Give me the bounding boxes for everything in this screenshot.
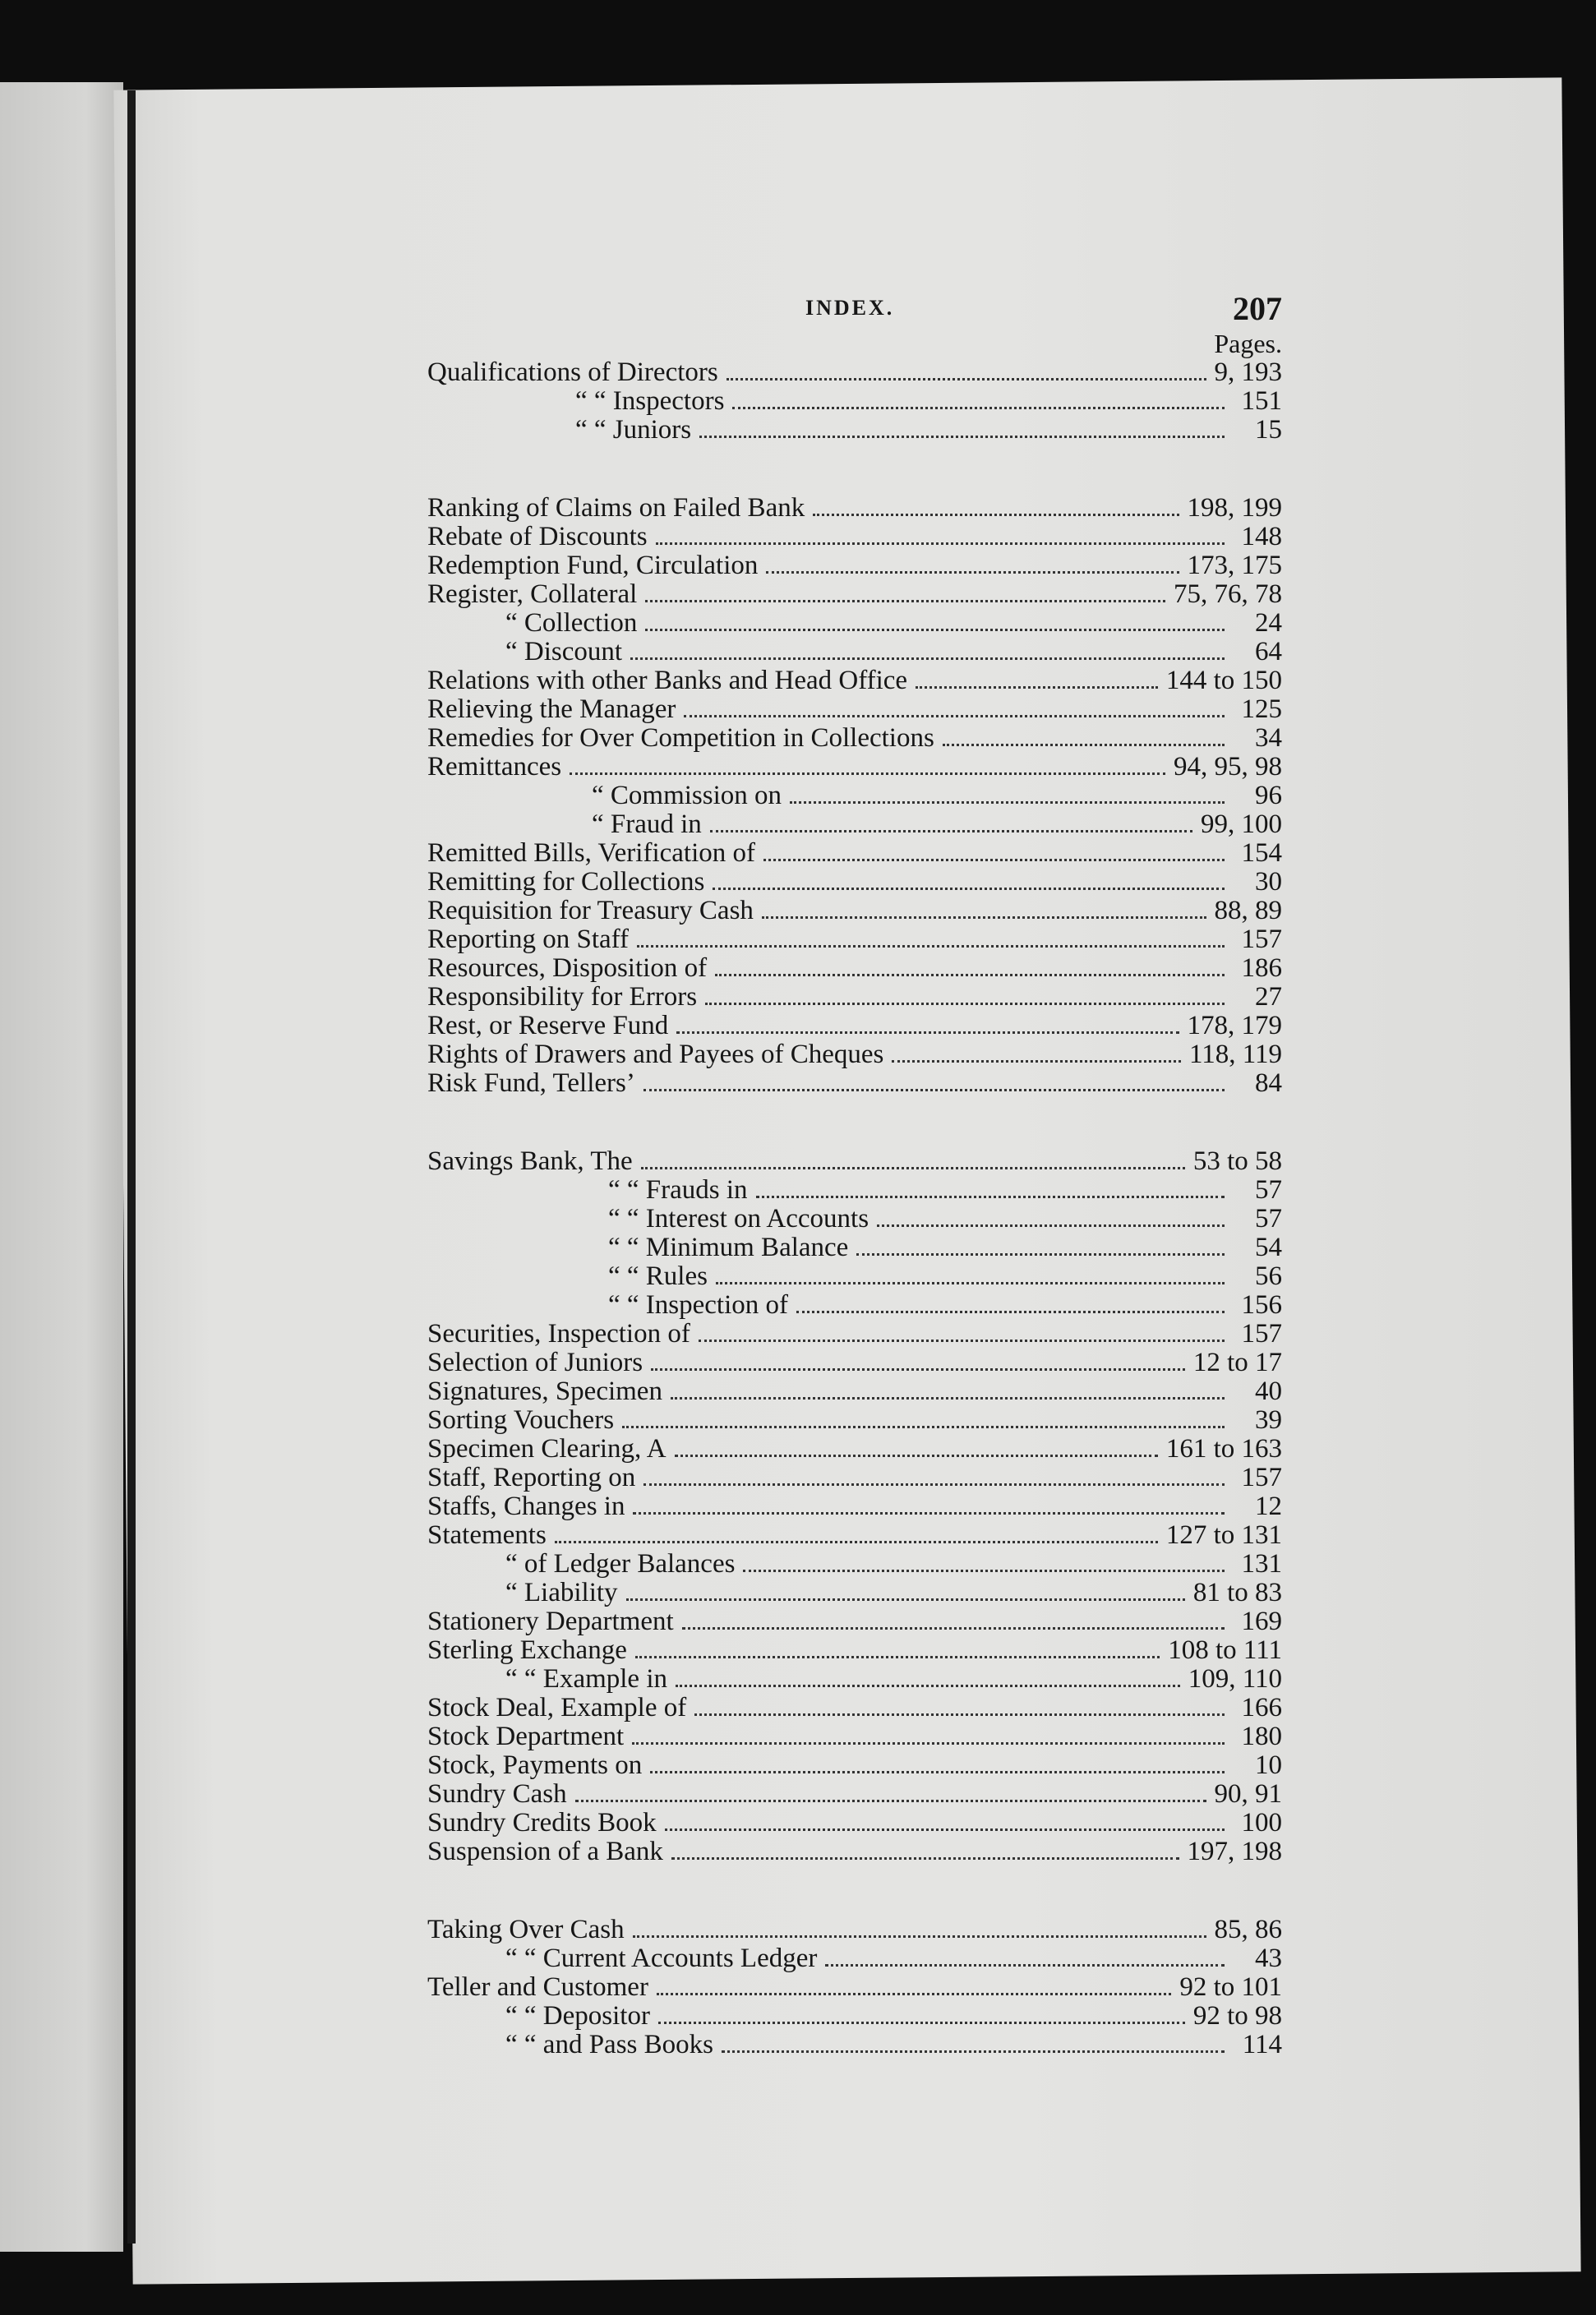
leader-dots: [856, 1253, 1225, 1256]
index-entry-label: “ “ Interest on Accounts: [608, 1204, 869, 1234]
index-entry-pages: 12 to 17: [1192, 1348, 1282, 1377]
index-entry: [427, 1234, 1282, 1262]
index-entry: [427, 1320, 1282, 1349]
index-entry-pages: 100: [1241, 1808, 1282, 1838]
leader-dots: [722, 2050, 1225, 2053]
section-gap: [427, 1098, 1282, 1147]
leader-dots: [694, 1713, 1225, 1716]
index-entry: [427, 983, 1282, 1012]
leader-dots: [665, 1828, 1225, 1831]
index-entry-pages: 157: [1241, 1319, 1282, 1349]
index-entry-pages: 84: [1255, 1068, 1282, 1098]
leader-dots: [575, 1800, 1206, 1802]
index-entry-pages: 198, 199: [1187, 493, 1282, 523]
index-entry: [427, 1665, 1282, 1694]
index-entry-label: Risk Fund, Tellers’: [427, 1068, 635, 1098]
leader-dots: [699, 1340, 1225, 1342]
index-entry-pages: 27: [1255, 982, 1282, 1012]
leader-dots: [756, 1196, 1225, 1198]
index-entry-label: Taking Over Cash: [427, 1915, 625, 1944]
index-entry-pages: 166: [1241, 1693, 1282, 1722]
leader-dots: [675, 1455, 1158, 1457]
page-gutter: [127, 90, 136, 2244]
index-entry-pages: 85, 86: [1214, 1915, 1282, 1944]
index-content: [427, 290, 1282, 2059]
leader-dots: [633, 1935, 1206, 1938]
leader-dots: [650, 1771, 1225, 1773]
index-entry: [427, 638, 1282, 666]
index-entry-pages: 114: [1242, 2030, 1282, 2059]
leader-dots: [676, 1031, 1179, 1034]
index-entry-label: Requisition for Treasury Cash: [427, 896, 754, 925]
index-entry-label: Responsibility for Errors: [427, 982, 698, 1012]
leader-dots: [637, 945, 1225, 948]
index-entry: [427, 724, 1282, 753]
index-entry: [427, 1780, 1282, 1809]
leader-dots: [622, 1426, 1225, 1428]
index-entry-pages: 12: [1255, 1492, 1282, 1521]
leader-dots: [632, 1742, 1225, 1745]
index-entry-pages: 75, 76, 78: [1174, 579, 1282, 609]
index-entry: [427, 1406, 1282, 1435]
index-entry: [427, 609, 1282, 638]
leader-dots: [635, 1656, 1160, 1658]
index-entry-pages: 127 to 131: [1165, 1520, 1282, 1550]
index-entry-label: Relieving the Manager: [427, 694, 676, 724]
index-entry: [427, 1349, 1282, 1377]
index-entry-label: Remedies for Over Competition in Collections: [427, 723, 934, 753]
leader-dots: [555, 1541, 1158, 1543]
leader-dots: [766, 571, 1179, 574]
leader-dots: [626, 1598, 1185, 1601]
leader-dots: [682, 1627, 1225, 1630]
index-entry: [427, 551, 1282, 580]
index-entry-label: “ “ Frauds in: [608, 1175, 748, 1205]
index-entry-label: Sundry Cash: [427, 1779, 567, 1809]
leader-dots: [641, 1167, 1185, 1169]
index-entry-label: Savings Bank, The: [427, 1146, 633, 1176]
index-entry: [427, 1916, 1282, 1944]
section-gap: [427, 445, 1282, 494]
index-entry: [427, 416, 1282, 445]
index-entry: [427, 1944, 1282, 1973]
leader-dots: [710, 830, 1192, 832]
page-number: 207: [1233, 290, 1282, 327]
index-entry-label: Resources, Disposition of: [427, 953, 708, 983]
leader-dots: [877, 1224, 1225, 1227]
index-entry-pages: 178, 179: [1187, 1011, 1282, 1040]
leader-dots: [570, 772, 1165, 775]
index-entry-label: Sorting Vouchers: [427, 1405, 615, 1435]
index-entry-label: Stationery Department: [427, 1607, 674, 1636]
index-entry-pages: 161 to 163: [1165, 1434, 1282, 1464]
index-entry: [427, 1176, 1282, 1205]
index-entry-pages: 39: [1255, 1405, 1282, 1435]
index-entry: [427, 580, 1282, 609]
leader-dots: [796, 1311, 1225, 1313]
leader-dots: [705, 1003, 1225, 1005]
index-entry-pages: 94, 95, 98: [1174, 752, 1282, 782]
index-entry-pages: 43: [1255, 1944, 1282, 1973]
index-entry-label: Stock Deal, Example of: [427, 1693, 687, 1722]
index-entry-pages: 148: [1241, 522, 1282, 551]
index-entry-pages: 30: [1255, 867, 1282, 897]
index-entry-pages: 92 to 98: [1192, 2001, 1282, 2031]
pages-column-label: Pages.: [1214, 329, 1282, 358]
index-entry-label: “ Fraud in: [592, 809, 702, 839]
leader-dots: [651, 1368, 1185, 1371]
leader-dots: [671, 1857, 1179, 1860]
index-entry: [427, 1205, 1282, 1234]
index-entry-pages: 125: [1241, 694, 1282, 724]
index-entry: [427, 2002, 1282, 2031]
index-entry-pages: 10: [1255, 1750, 1282, 1780]
index-entry: [427, 1147, 1282, 1176]
index-entry-label: Remittances: [427, 752, 562, 782]
leader-dots: [657, 1993, 1171, 1995]
leader-dots: [643, 1089, 1225, 1091]
index-entry-label: “ “ Juniors: [575, 415, 692, 445]
index-entry-label: “ “ Depositor: [505, 2001, 650, 2031]
index-entry-label: “ “ Inspection of: [608, 1290, 788, 1320]
index-entry: [427, 2031, 1282, 2059]
leader-dots: [633, 1512, 1225, 1515]
index-entry-label: “ Collection: [505, 608, 638, 638]
index-entry: [427, 1809, 1282, 1838]
index-entry-label: Remitting for Collections: [427, 867, 705, 897]
index-entry-pages: 57: [1255, 1204, 1282, 1234]
index-entry-pages: 144 to 150: [1165, 666, 1282, 695]
index-entry: [427, 1435, 1282, 1464]
index-entry-pages: 154: [1241, 838, 1282, 868]
index-entry-pages: 180: [1241, 1722, 1282, 1751]
index-entry-pages: 131: [1241, 1549, 1282, 1579]
leader-dots: [671, 1397, 1225, 1400]
index-entry-pages: 157: [1241, 925, 1282, 954]
leader-dots: [732, 407, 1225, 409]
index-entry: [427, 753, 1282, 782]
leader-dots: [645, 629, 1225, 631]
index-entry-label: Rebate of Discounts: [427, 522, 648, 551]
index-entry: [427, 782, 1282, 810]
leader-dots: [743, 1570, 1225, 1572]
index-entry-label: Ranking of Claims on Failed Bank: [427, 493, 805, 523]
index-entry-label: “ “ Rules: [608, 1261, 708, 1291]
index-entry: [427, 666, 1282, 695]
index-entry-label: Relations with other Banks and Head Office: [427, 666, 908, 695]
leader-dots: [630, 657, 1225, 660]
index-entry-label: “ “ Minimum Balance: [608, 1233, 849, 1262]
index-entry-pages: 99, 100: [1201, 809, 1282, 839]
page-title: INDEX.: [805, 296, 895, 320]
index-entry-pages: 151: [1241, 386, 1282, 416]
page-header: [427, 290, 1282, 329]
index-entry-label: Stock Department: [427, 1722, 625, 1751]
index-entry-label: Stock, Payments on: [427, 1750, 643, 1780]
index-entry: [427, 868, 1282, 897]
index-entry-pages: 56: [1255, 1261, 1282, 1291]
leader-dots: [715, 974, 1225, 976]
index-entry-label: Qualifications of Directors: [427, 357, 718, 387]
index-entry-pages: 9, 193: [1214, 357, 1282, 387]
index-entry-pages: 88, 89: [1214, 896, 1282, 925]
index-entry-label: Sterling Exchange: [427, 1635, 627, 1665]
index-entry: [427, 1040, 1282, 1069]
index-entry-pages: 118, 119: [1188, 1040, 1282, 1069]
index-entry-pages: 96: [1255, 781, 1282, 810]
index-entry-label: “ Discount: [505, 637, 623, 666]
leader-dots: [790, 801, 1225, 804]
leader-dots: [825, 1964, 1225, 1967]
previous-page-edge: [0, 82, 123, 2252]
index-entry: [427, 1838, 1282, 1866]
index-entry-pages: 197, 198: [1187, 1837, 1282, 1866]
index-entry-label: “ of Ledger Balances: [505, 1549, 736, 1579]
index-entry-label: “ “ Current Accounts Ledger: [505, 1944, 818, 1973]
leader-dots: [892, 1060, 1181, 1063]
index-entry-label: Register, Collateral: [427, 579, 638, 609]
index-entry-pages: 108 to 111: [1168, 1635, 1282, 1665]
index-entry: [427, 1012, 1282, 1040]
leader-dots: [716, 1282, 1225, 1284]
index-entry-label: “ Liability: [505, 1578, 618, 1607]
index-entry: [427, 494, 1282, 523]
index-entry-pages: 40: [1255, 1377, 1282, 1406]
index-entry-label: Statements: [427, 1520, 547, 1550]
index-entry: [427, 1636, 1282, 1665]
leader-dots: [699, 436, 1225, 438]
index-entry-pages: 90, 91: [1214, 1779, 1282, 1809]
index-entry-pages: 186: [1241, 953, 1282, 983]
leader-dots: [762, 916, 1206, 919]
leader-dots: [713, 888, 1225, 890]
index-entry: [427, 1579, 1282, 1607]
index-entries: [427, 358, 1282, 2059]
index-entry: [427, 1550, 1282, 1579]
index-entry: [427, 1377, 1282, 1406]
index-entry-label: Selection of Juniors: [427, 1348, 643, 1377]
index-entry: [427, 695, 1282, 724]
index-entry: [427, 839, 1282, 868]
leader-dots: [763, 859, 1225, 861]
index-entry: [427, 1464, 1282, 1492]
section-gap: [427, 1866, 1282, 1916]
index-entry-label: Remitted Bills, Verification of: [427, 838, 755, 868]
index-entry-label: Staffs, Changes in: [427, 1492, 625, 1521]
leader-dots: [727, 378, 1206, 380]
index-entry-pages: 64: [1255, 637, 1282, 666]
index-entry-label: Reporting on Staff: [427, 925, 630, 954]
index-entry-pages: 157: [1241, 1463, 1282, 1492]
index-entry-label: Securities, Inspection of: [427, 1319, 690, 1349]
index-entry: [427, 1973, 1282, 2002]
index-entry-pages: 15: [1255, 415, 1282, 445]
leader-dots: [643, 1483, 1225, 1486]
index-entry: [427, 1694, 1282, 1722]
index-entry: [427, 387, 1282, 416]
index-entry-label: “ Commission on: [592, 781, 782, 810]
leader-dots: [684, 715, 1225, 717]
index-entry: [427, 810, 1282, 839]
index-entry-pages: 92 to 101: [1179, 1972, 1282, 2002]
index-entry-pages: 53 to 58: [1192, 1146, 1282, 1176]
index-entry-pages: 109, 110: [1188, 1664, 1282, 1694]
index-entry: [427, 897, 1282, 925]
index-entry-label: Specimen Clearing, A: [427, 1434, 667, 1464]
leader-dots: [658, 2022, 1185, 2024]
index-entry: [427, 954, 1282, 983]
index-entry: [427, 1722, 1282, 1751]
leader-dots: [645, 600, 1165, 602]
index-entry-pages: 54: [1255, 1233, 1282, 1262]
index-entry-pages: 24: [1255, 608, 1282, 638]
leader-dots: [916, 686, 1158, 689]
index-entry-label: Staff, Reporting on: [427, 1463, 636, 1492]
index-entry-pages: 173, 175: [1187, 551, 1282, 580]
index-entry-label: “ “ Inspectors: [575, 386, 725, 416]
leader-dots: [943, 744, 1225, 746]
index-entry-pages: 57: [1255, 1175, 1282, 1205]
index-entry-label: Sundry Credits Book: [427, 1808, 657, 1838]
index-entry-label: Redemption Fund, Circulation: [427, 551, 759, 580]
index-entry-label: “ “ and Pass Books: [505, 2030, 713, 2059]
index-entry: [427, 358, 1282, 387]
index-entry-label: “ “ Example in: [505, 1664, 668, 1694]
index-entry: [427, 925, 1282, 954]
leader-dots: [813, 514, 1179, 516]
index-entry: [427, 1521, 1282, 1550]
index-entry: [427, 1607, 1282, 1636]
index-entry: [427, 1262, 1282, 1291]
index-entry-pages: 169: [1241, 1607, 1282, 1636]
index-entry: [427, 1291, 1282, 1320]
index-entry: [427, 1069, 1282, 1098]
index-entry-label: Teller and Customer: [427, 1972, 648, 2002]
index-entry: [427, 1751, 1282, 1780]
index-entry-label: Rest, or Reserve Fund: [427, 1011, 669, 1040]
index-entry-label: Rights of Drawers and Payees of Cheques: [427, 1040, 884, 1069]
index-entry: [427, 523, 1282, 551]
index-entry-pages: 81 to 83: [1192, 1578, 1282, 1607]
leader-dots: [656, 542, 1225, 545]
index-entry-pages: 34: [1255, 723, 1282, 753]
index-entry-pages: 156: [1241, 1290, 1282, 1320]
leader-dots: [676, 1685, 1180, 1687]
index-entry-label: Signatures, Specimen: [427, 1377, 662, 1406]
index-entry: [427, 1492, 1282, 1521]
index-entry-label: Suspension of a Bank: [427, 1837, 663, 1866]
